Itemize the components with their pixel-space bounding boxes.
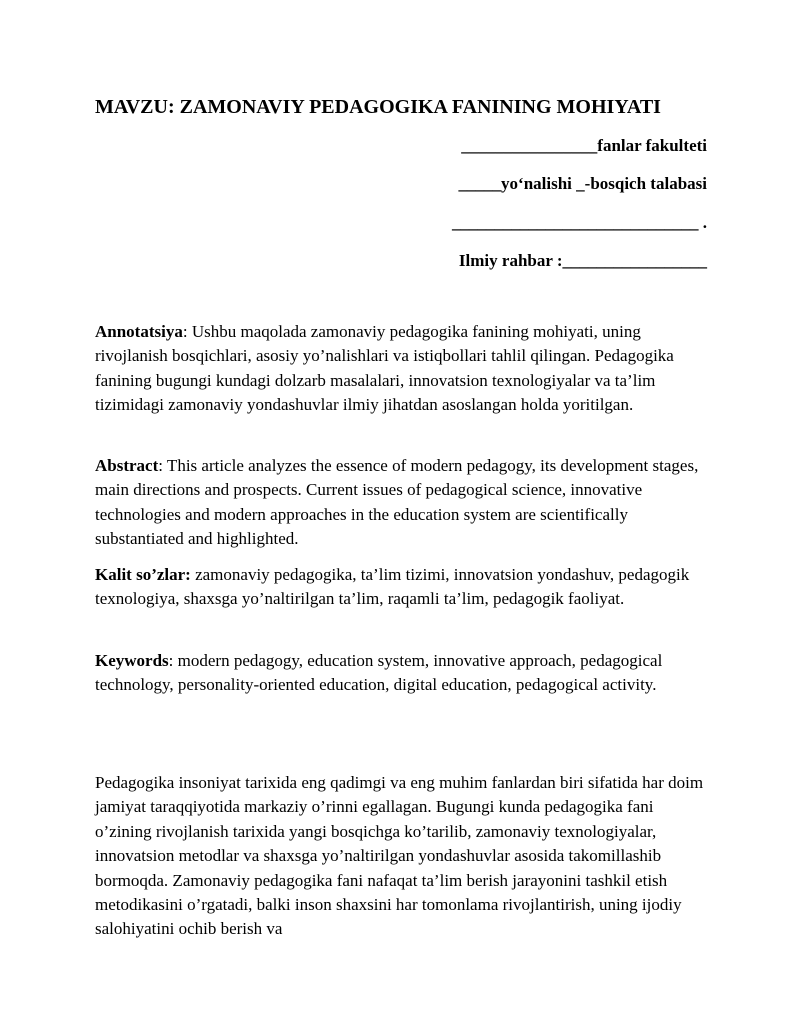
abstract-label: Abstract [95, 456, 159, 475]
faculty-line: ________________fanlar fakulteti [461, 136, 707, 155]
keywords-text: : modern pedagogy, education system, innovative approach, pedagogical technology, personality-oriented education, digital education, pedagogical activity. [95, 651, 663, 695]
kalit-sozlar-text: zamonaviy pedagogika, ta’lim tizimi, innovatsion yondashuv, pedagogik texnologiya, shaxsga yo’naltirilgan ta’lim, raqamli ta’lim, pedagogik faoliyat. [95, 565, 690, 609]
annotation-paragraph [95, 320, 705, 418]
abstract-paragraph [95, 454, 705, 552]
kalit-sozlar-label: Kalit so’zlar: [95, 565, 191, 584]
kalit-sozlar-paragraph [95, 563, 705, 612]
document-title: MAVZU: ZAMONAVIY PEDAGOGIKA FANINING MOHIYATI [95, 96, 661, 118]
direction-line: _____yo‘nalishi _-bosqich talabasi [458, 174, 707, 193]
keywords-paragraph [95, 649, 705, 698]
body-paragraph: Pedagogika insoniyat tarixida eng qadimgi va eng muhim fanlardan biri sifatida har doim jamiyat taraqqiyotida markaziy o’rinni egallagan. Bugungi kunda pedagogika fani o’zining rivojlanish tarixida yangi bosqichga ko’tarilib, zamonaviy texnologiyalar, innovatsion metodlar va shaxsga yo’naltirilgan yondashuvlar asosida takomillashib bormoqda. Zamonaviy pedagogika fani nafaqat ta’lim berish jarayonini tashkil etish metodikasini o’rgatadi, balki inson shaxsini har tomonlama rivojlantirish, uning ijodiy salohiyatini ochib berish va [95, 773, 704, 939]
student-name-line: _____________________________ . [452, 213, 707, 232]
keywords-label: Keywords [95, 651, 169, 670]
abstract-text: : This article analyzes the essence of modern pedagogy, its development stages, main directions and prospects. Current issues of pedagogical science, innovative technologies and modern approaches in the education system are scientifically substantiated and highlighted. [95, 456, 699, 549]
annotation-text: : Ushbu maqolada zamonaviy pedagogika fanining mohiyati, uning rivojlanish bosqichlari, asosiy yo’nalishlari va istiqbollari tahlil qilingan. Pedagogika fanining bugungi kundagi dolzarb masalalari, innovatsion texnologiyalar va ta’lim tizimidagi zamonaviy yondashuvlar ilmiy jihatdan asoslangan holda yoritilgan. [95, 322, 674, 415]
annotation-label: Annotatsiya [95, 322, 183, 341]
advisor-line: Ilmiy rahbar :_________________ [458, 251, 707, 270]
